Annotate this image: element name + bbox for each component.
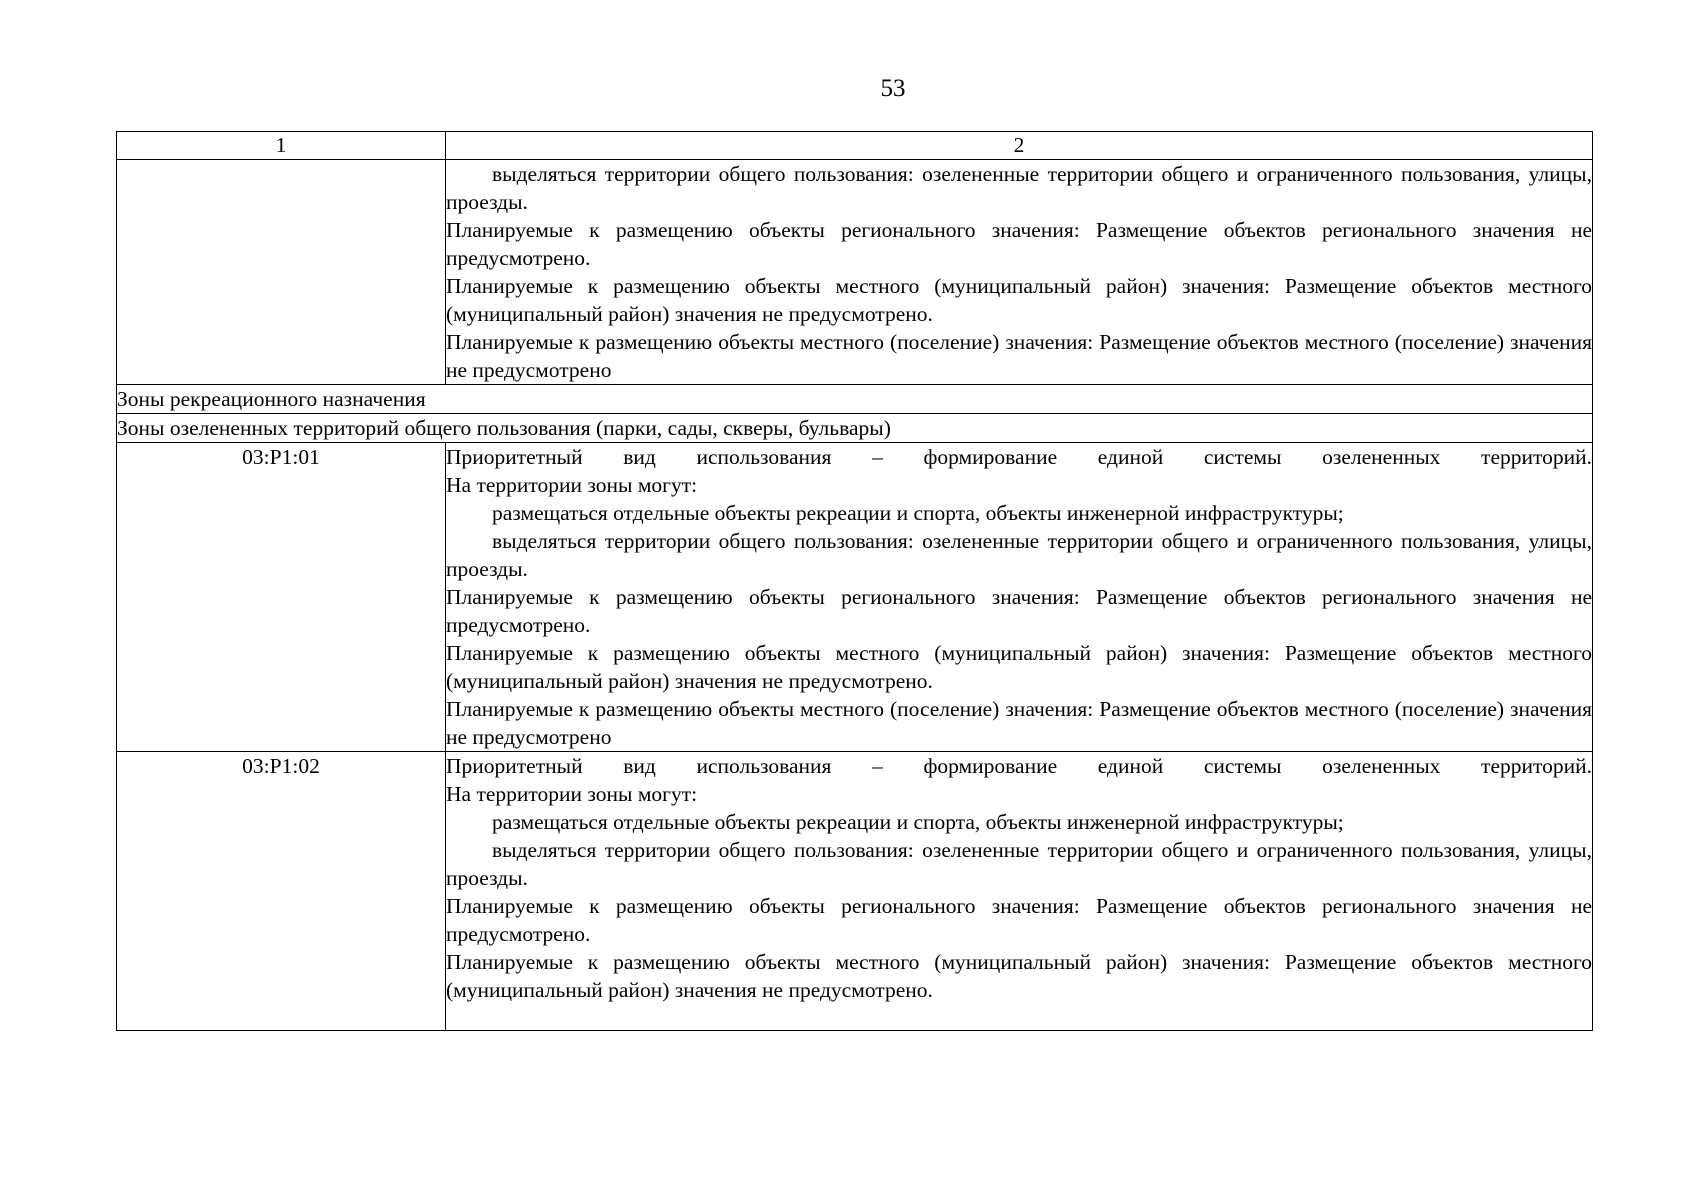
- section-title: Зоны рекреационного назначения: [117, 385, 1593, 414]
- paragraph: Планируемые к размещению объекты регионального значения: Размещение объектов регионального значения не предусмотрено.: [446, 894, 1592, 946]
- paragraph: Планируемые к размещению объекты местного (муниципальный район) значения: Размещение объектов местного (муниципальный район) значения не предусмотрено.: [446, 950, 1592, 1002]
- paragraph: размещаться отдельные объекты рекреации и спорта, объекты инженерной инфраструктуры;: [492, 810, 1344, 834]
- paragraph: Планируемые к размещению объекты местного (поселение) значения: Размещение объектов местного (поселение) значения не предусмотрено: [446, 697, 1592, 749]
- section-row: [117, 385, 1593, 414]
- column-header-1: 1: [117, 132, 446, 160]
- subsection-row: [117, 414, 1593, 443]
- table-row: [117, 443, 1593, 752]
- zones-table: [116, 131, 1593, 1031]
- paragraph: На территории зоны могут:: [446, 782, 698, 806]
- paragraph: Планируемые к размещению объекты регионального значения: Размещение объектов регионального значения не предусмотрено.: [446, 585, 1592, 637]
- cell-bottom-space: [446, 1004, 1592, 1030]
- paragraph: Планируемые к размещению объекты регионального значения: Размещение объектов регионального значения не предусмотрено.: [446, 218, 1592, 270]
- column-header-2: 2: [446, 132, 1593, 160]
- paragraph: размещаться отдельные объекты рекреации и спорта, объекты инженерной инфраструктуры;: [492, 501, 1344, 525]
- table-header-row: [117, 132, 1593, 160]
- zone-description: [446, 443, 1593, 752]
- subsection-title: Зоны озелененных территорий общего пользования (парки, сады, скверы, бульвары): [117, 414, 1593, 443]
- continuation-row: [117, 160, 1593, 385]
- paragraph: Планируемые к размещению объекты местного (муниципальный район) значения: Размещение объектов местного (муниципальный район) значения не предусмотрено.: [446, 274, 1592, 326]
- paragraph: выделяться территории общего пользования: озелененные территории общего и ограниченного пользования, улицы, проезды.: [446, 838, 1592, 890]
- paragraph: Приоритетный вид использования – формирование единой системы озелененных территорий.: [446, 754, 1592, 778]
- zone-code: 03:Р1:02: [117, 752, 446, 1031]
- zone-code: 03:Р1:01: [117, 443, 446, 752]
- paragraph: На территории зоны могут:: [446, 473, 698, 497]
- table-row: [117, 752, 1593, 1031]
- paragraph: Планируемые к размещению объекты местного (муниципальный район) значения: Размещение объектов местного (муниципальный район) значения не предусмотрено.: [446, 641, 1592, 693]
- continuation-content-cell: [446, 160, 1593, 385]
- paragraph: выделяться территории общего пользования: озелененные территории общего и ограниченного пользования, улицы, проезды.: [446, 529, 1592, 581]
- page-number: 53: [880, 75, 906, 102]
- zone-description: [446, 752, 1593, 1031]
- paragraph: выделяться территории общего пользования: озелененные территории общего и ограниченного пользования, улицы, проезды.: [446, 162, 1592, 214]
- continuation-code-cell: [117, 160, 446, 385]
- paragraph: Приоритетный вид использования – формирование единой системы озелененных территорий.: [446, 445, 1592, 469]
- paragraph: Планируемые к размещению объекты местного (поселение) значения: Размещение объектов местного (поселение) значения не предусмотрено: [446, 330, 1592, 382]
